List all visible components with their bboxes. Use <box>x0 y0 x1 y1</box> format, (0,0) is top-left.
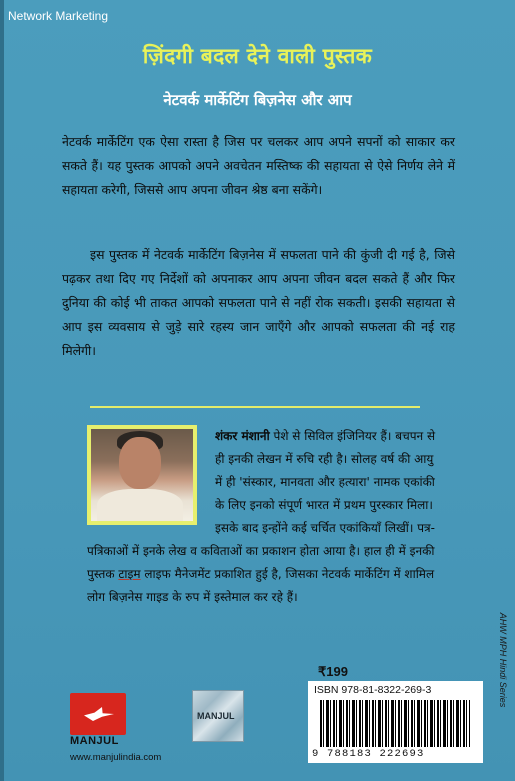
spine-series-code <box>493 560 507 760</box>
cover-edge <box>0 0 4 781</box>
author-bio-text-1: पेशे से सिविल इंजिनियर हैं। बचपन से ही इनकी लेखन में रुचि रही है। सोलह वर्ष की आयु में ही 'संस्कार, मानवता और हत्यारा' नामक एकांकी के लिए इनको संपूर्ण भारत में प्रथम पुरस्कार मिला। इसके बाद इन्होंने कई चर्चित एकांकियाँ लिखीं। पत्र-पत्रिकाओं में इनके लेख व कविताओं का प्रकाशन होता आया है। हाल ही में इनकी पुस्तक <box>87 429 436 581</box>
price-label: ₹199 <box>318 664 348 679</box>
publisher-name: MANJUL <box>70 735 119 747</box>
cover-subtitle: नेटवर्क मार्केटिंग बिज़नेस और आप <box>163 91 352 109</box>
cover-headline: ज़िंदगी बदल देने वाली पुस्तक <box>142 44 373 68</box>
blurb-paragraph-1: नेटवर्क मार्केटिंग एक ऐसा रास्ता है जिस पर चलकर आप अपने सपनों को साकार कर सकते हैं। यह पुस्तक आपको अपने अवचेतन मस्तिष्क की सहायता से ऐसे निर्णय लेने में सहायता करेगी, जिससे आप अपना जीवन श्रेष्ठ बना सकेंगे। <box>62 134 455 197</box>
author-book-title: टाइम <box>118 567 141 581</box>
publisher-logo <box>70 693 126 735</box>
isbn-label: ISBN 978-81-8322-269-3 <box>314 684 432 696</box>
barcode <box>320 700 470 747</box>
hologram-text: MANJUL <box>197 711 235 721</box>
series-code-text: AHW MPH Hindi Series <box>498 612 508 708</box>
author-name: शंकर मंशानी <box>215 429 270 443</box>
category-label: Network Marketing <box>8 9 109 23</box>
barcode-panel <box>308 681 483 763</box>
barcode-digits: 9 788183 222693 <box>312 748 425 760</box>
hologram-sticker <box>192 690 244 742</box>
blurb-paragraph-2: इस पुस्तक में नेटवर्क मार्केटिंग बिज़नेस में सफलता पाने की कुंजी दी गई है, जिसे पढ़कर तथा दिए गए निर्देशों को अपनाकर आप अपना जीवन बदल सकते हैं और फिर दुनिया की कोई भी ताकत आपको सफलता पाने से नहीं रोक सकती। इसकी सहायता से आप इस व्यवसाय से जुड़े सारे रहस्य जान जाएँगे और आपको सफलता की नई राह मिलेगी। <box>62 247 455 358</box>
bird-icon <box>84 707 114 721</box>
publisher-website: www.manjulindia.com <box>70 752 162 763</box>
author-bio-text-2: लाइफ मैनेजमेंट प्रकाशित हुई है, जिसका नेटवर्क मार्केटिंग में शामिल लोग बिज़नेस गाइड के रुप में इस्तेमाल कर रहे हैं। <box>87 567 435 604</box>
section-divider <box>90 406 420 408</box>
author-bio <box>87 425 439 609</box>
